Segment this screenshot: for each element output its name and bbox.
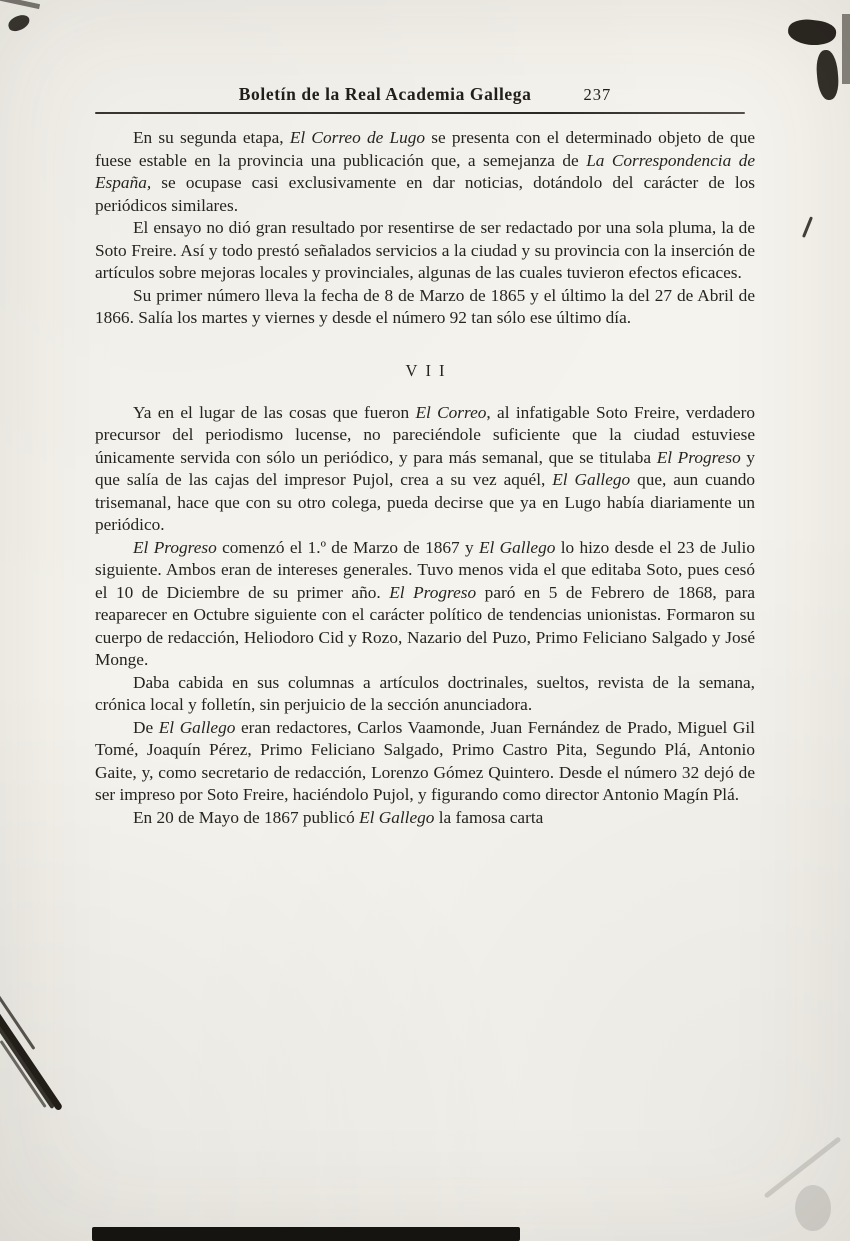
scan-artifact-bottom-bar — [92, 1227, 520, 1241]
scan-artifact-pen-streak-3 — [0, 972, 35, 1050]
journal-title: Boletín de la Real Academia Gallega — [238, 84, 532, 104]
paragraph: Su primer número lleva la fecha de 8 de Marzo de 1865 y el último la del 27 de Abril de 1866. Salía los martes y viernes y desde el número 92 tan sólo ese último día. — [95, 285, 755, 327]
scan-artifact-top-left — [6, 13, 31, 33]
page-header — [95, 84, 755, 105]
header-rule — [95, 112, 745, 114]
paragraph: El ensayo no dió gran resultado por resentirse de ser redactado por una sola pluma, la de Soto Freire. Así y todo prestó señalados servicios a la ciudad y su provincia con la inserción de artículos sobre mejoras locales y provinciales, algunas de las cuales tuvieron efectos eficaces. — [95, 218, 755, 282]
page-number: 237 — [583, 85, 612, 104]
scan-artifact-top-right — [787, 17, 838, 48]
scan-artifact-margin-slash — [802, 216, 813, 237]
paragraph: En su segunda etapa, El Correo de Lugo se presenta con el determinado objeto de que fuese estable en la provincia una publicación que, a semejanza de La Correspondencia de España, se ocupase casi exclusivamente en dar noticias, dotándolo del carácter de los periódicos similares. — [95, 128, 755, 215]
scan-artifact-pen-streak-4 — [0, 1040, 47, 1108]
scan-artifact-top-left-edge — [0, 0, 40, 9]
paragraph: Ya en el lugar de las cosas que fueron El Correo, al infatigable Soto Freire, verdadero precursor del periodismo lucense, no pareciéndole suficiente que la ciudad estuviese únicamente servida con sólo un periódico, y para más semanal, que se titulaba El Progreso y que salía de las cajas del impresor Pujol, crea a su vez aquél, El Gallego que, aun cuando trisemanal, hace que con su otro colega, pueda decirse que ya en Lugo había diariamente un periódico. — [95, 402, 755, 534]
paragraph: En 20 de Mayo de 1867 publicó El Gallego la famosa carta — [133, 807, 544, 827]
scan-artifact-bottom-right-line — [764, 1136, 842, 1198]
paragraph: El Progreso comenzó el 1.º de Marzo de 1867 y El Gallego lo hizo desde el 23 de Julio siguiente. Ambos eran de intereses generales. Tuvo menos vida el que editaba Soto, pues cesó el 10 de Diciembre de su primer año. El Progreso paró en 5 de Febrero de 1868, para reaparecer en Octubre siguiente con el carácter político de tendencias unionistas. Formaron su cuerpo de redacción, Heliodoro Cid y Rozo, Nazario del Puzo, Primo Feliciano Salgado y José Monge. — [95, 537, 756, 669]
scan-artifact-pen-streak-2 — [0, 1014, 55, 1109]
section-heading: VII — [405, 360, 453, 380]
paragraph: De El Gallego eran redactores, Carlos Vaamonde, Juan Fernández de Prado, Miguel Gil Tomé, Joaquín Pérez, Primo Feliciano Salgado, Primo Castro Pita, Segundo Plá, Antonio Gaite, y, como secretario de redacción, Lorenzo Gómez Quintero. Desde el número 32 dejó de ser impreso por Soto Freire, haciéndolo Pujol, y figurando como director Antonio Magín Plá. — [95, 717, 755, 804]
document-body — [95, 127, 755, 829]
scan-artifact-right-edge — [842, 14, 850, 84]
scan-artifact-bottom-right-smudge — [795, 1185, 831, 1231]
scan-artifact-pen-streak-1 — [0, 993, 63, 1111]
scan-artifact-top-right-blob — [815, 49, 840, 101]
paragraph: Daba cabida en sus columnas a artículos doctrinales, sueltos, revista de la semana, crónica local y folletín, sin perjuicio de la sección anunciadora. — [95, 672, 755, 714]
